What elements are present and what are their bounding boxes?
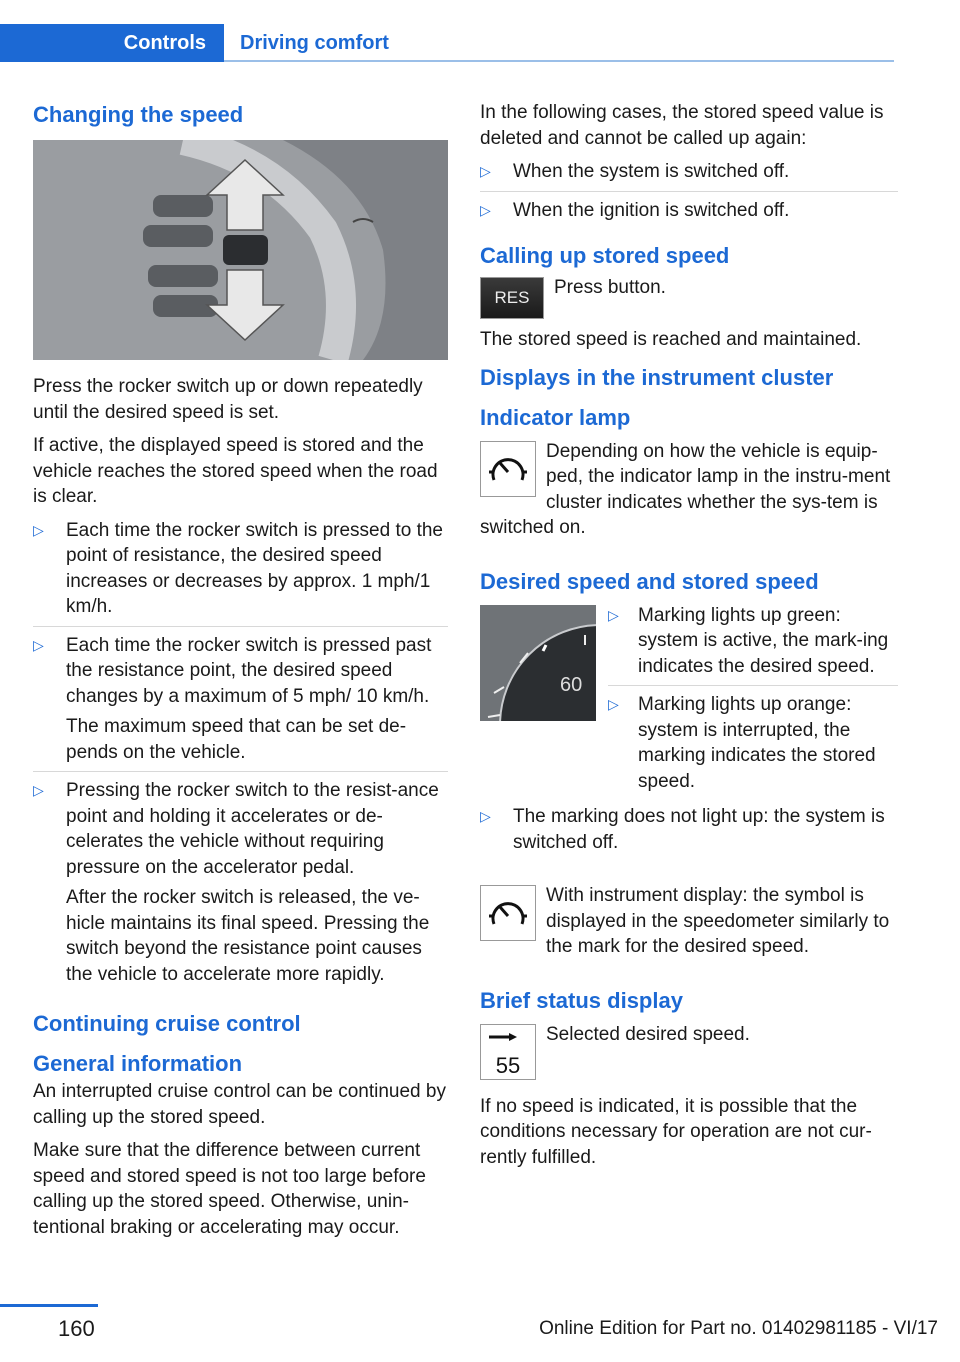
paragraph: The stored speed is reached and maintained. <box>480 329 862 350</box>
brief-status-value: 55 <box>495 1052 521 1078</box>
triangle-bullet-icon: ▷ <box>608 606 619 623</box>
triangle-bullet-icon: ▷ <box>480 201 491 218</box>
cruise-control-symbol-icon <box>480 885 536 941</box>
page-footer <box>0 1304 960 1362</box>
left-column <box>33 100 448 1248</box>
deletion-cases-list <box>480 159 898 229</box>
brief-status-text: Selected desired speed. <box>546 1023 750 1045</box>
subsection-tab[interactable]: Driving comfort <box>240 32 389 54</box>
paragraph: If active, the displayed speed is stored and the vehicle reaches the stored speed when the road is clear. <box>33 435 438 507</box>
paragraph: An interrupted cruise control can be continued by calling up the stored speed. <box>33 1081 446 1128</box>
brief-status-row <box>480 1022 898 1084</box>
rocker-switch-list <box>33 518 448 994</box>
speedometer-marking-image <box>480 605 596 721</box>
marking-list <box>608 603 898 801</box>
heading-brief-status-display: Brief status display <box>480 987 683 1013</box>
triangle-bullet-icon: ▷ <box>480 163 491 179</box>
res-button[interactable]: RES <box>480 277 544 319</box>
indicator-text: Depending on how the vehicle is equip-ped, the indicator lamp in the instru-ment cluster indicates whether the sys-tem is switched on. <box>480 440 891 538</box>
speedo-value: 60 <box>560 673 583 696</box>
list-item: ▷ Each time the rocker switch is pressed past the resistance point, the desired speed changes by a maximum of 5 mph/ 10 km/h. The maximum speed that can be set de-pends on the vehicle. <box>33 633 448 773</box>
section-tab[interactable]: Controls <box>0 24 224 62</box>
triangle-bullet-icon: ▷ <box>33 782 44 798</box>
triangle-bullet-icon: ▷ <box>480 808 491 824</box>
paragraph: If no speed is indicated, it is possible that the conditions necessary for operation are not cur-rently fulfilled. <box>480 1095 872 1168</box>
list-item: ▷ When the system is switched off. <box>480 159 898 192</box>
instrument-display-row <box>480 883 898 968</box>
paragraph: Press the rocker switch up or down repeatedly until the desired speed is set. <box>33 376 423 423</box>
page-number: 160 <box>58 1316 95 1341</box>
list-item: ▷ Marking lights up green: system is active, the mark-ing indicates the desired speed. <box>608 603 898 687</box>
triangle-bullet-icon: ▷ <box>608 696 619 712</box>
press-button-text: Press button. <box>554 277 666 298</box>
marking-off-list <box>480 804 898 861</box>
heading-changing-speed: Changing the speed <box>33 102 244 127</box>
triangle-bullet-icon: ▷ <box>33 521 44 538</box>
edition-note: Online Edition for Part no. 01402981185 - VI/17 <box>539 1318 938 1339</box>
cruise-control-lamp-icon <box>480 441 536 497</box>
heading-calling-up-stored-speed: Calling up stored speed <box>480 243 730 268</box>
indicator-row <box>480 439 898 549</box>
paragraph: In the following cases, the stored speed value is deleted and cannot be called up again: <box>480 102 884 149</box>
triangle-bullet-icon: ▷ <box>33 636 44 653</box>
list-item: ▷ Each time the rocker switch is pressed to the point of resistance, the desired speed increases or decreases by approx. 1 mph/1 km/h. <box>33 518 448 627</box>
list-item: ▷ Pressing the rocker switch to the resist-ance point and holding it accelerates or de-celerates the vehicle without requiring pressure on the accelerator pedal. After the rocker switch is released, the ve-hicle maintains its final speed. Pressing the switch beyond the resistance point causes the vehicle to accelerate more rapidly. <box>33 780 439 985</box>
list-item: ▷ When the ignition is switched off. <box>480 198 898 230</box>
header-rule <box>224 60 894 62</box>
instrument-display-text: With instrument display: the symbol is displayed in the speedometer similarly to the mark for the desired speed. <box>546 885 890 957</box>
heading-general-information: General information <box>33 1051 243 1076</box>
steering-wheel-photo <box>33 140 448 360</box>
heading-desired-stored-speed: Desired speed and stored speed <box>480 568 819 594</box>
desired-speed-status-icon <box>480 1024 536 1080</box>
res-row <box>480 275 898 323</box>
heading-displays-instrument-cluster: Displays in the instrument cluster <box>480 364 834 390</box>
heading-continuing-cruise-control: Continuing cruise control <box>33 1011 301 1036</box>
right-column <box>480 100 898 1178</box>
list-item: ▷ The marking does not light up: the system is switched off. <box>480 806 885 853</box>
heading-indicator-lamp: Indicator lamp <box>480 404 631 430</box>
footer-rule <box>0 1304 98 1307</box>
list-item: ▷ Marking lights up orange: system is interrupted, the marking indicates the stored speed. <box>608 694 876 792</box>
page-header <box>0 0 960 62</box>
paragraph: Make sure that the difference between current speed and stored speed is not too large before calling up the stored speed. Otherwise, unin-tentional braking or accelerating may occur. <box>33 1140 426 1238</box>
speedo-row <box>480 603 898 813</box>
rocker-switch-illustration <box>33 140 448 360</box>
